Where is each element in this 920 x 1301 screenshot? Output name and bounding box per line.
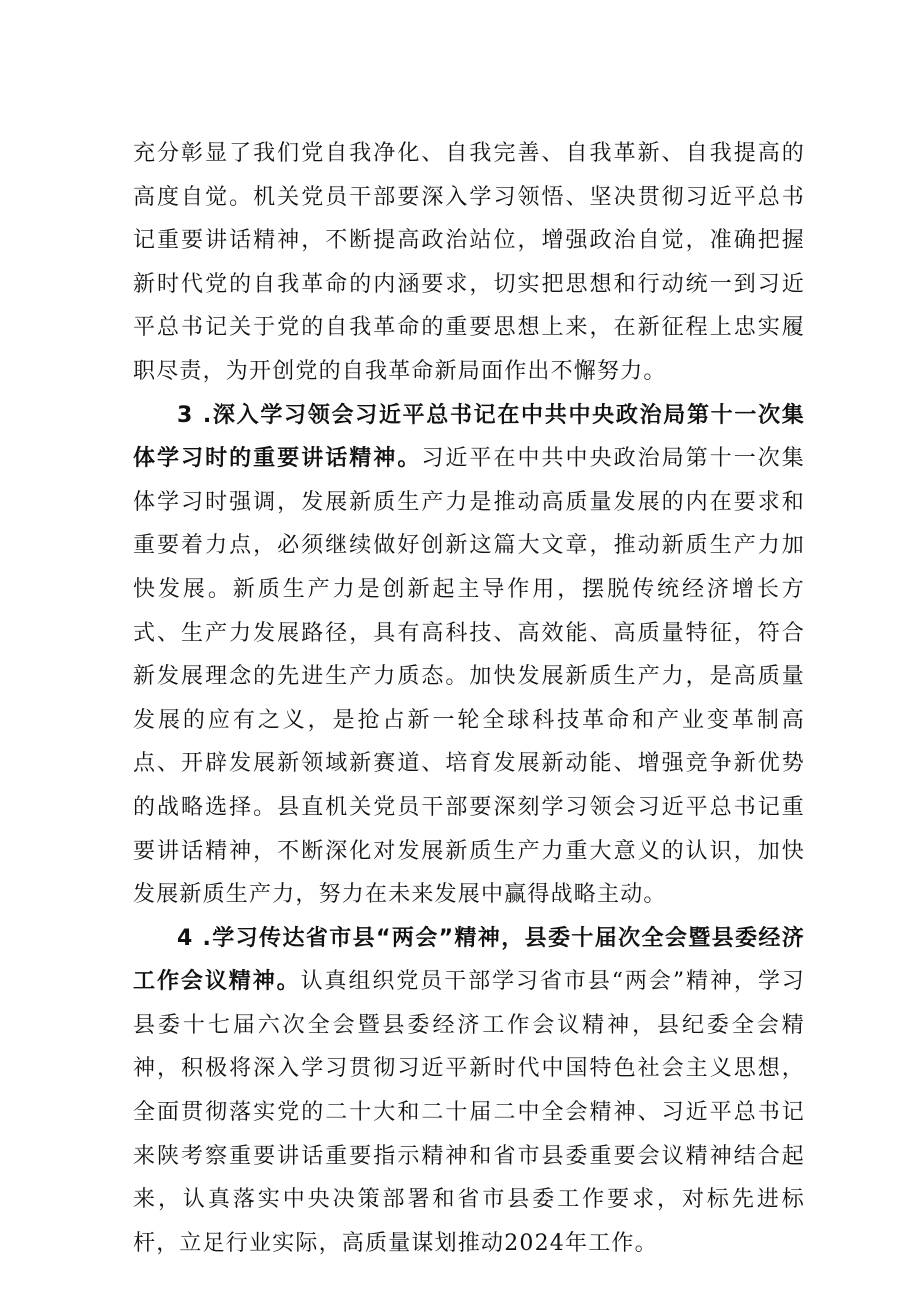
document-body: [133, 132, 805, 1265]
paragraph-continuation: [133, 132, 805, 394]
paragraph-heading: 3 .深入学习领会习近平总书记在中共中央政治局第十一次集体学习时的重要讲话精神。: [133, 402, 805, 472]
paragraph-body-text: 习近平在中共中央政治局第十一次集体学习时强调，发展新质生产力是推动高质量发展的内在要求和重要着力点，必须继续做好创新这篇大文章，推动新质生产力加快发展。新质生产力是创新起主导作用，摆脱传统经济增长方式、生产力发展路径，具有高科技、高效能、高质量特征，符合新发展理念的先进生产力质态。加快发展新质生产力，是高质量发展的应有之义，是抢占新一轮全球科技革命和产业变革制高点、开辟发展新领域新赛道、培育发展新动能、增强竞争新优势的战略选择。县直机关党员干部要深刻学习领会习近平总书记重要讲话精神，不断深化对发展新质生产力重大意义的认识，加快发展新质生产力，努力在未来发展中赢得战略主动。: [133, 446, 805, 908]
paragraph-heading: 4 .学习传达省市县“两会”精神，县委十届次全会暨县委经济工作会议精神。: [133, 925, 805, 995]
paragraph-item-4: [133, 917, 805, 1266]
paragraph-item-3: [133, 394, 805, 917]
paragraph-body-text: 认真组织党员干部学习省市县“两会”精神，学习县委十七届六次全会暨县委经济工作会议精神，县纪委全会精神，积极将深入学习贯彻习近平新时代中国特色社会主义思想，全面贯彻落实党的二十大和二十届二中全会精神、习近平总书记来陕考察重要讲话重要指示精神和省市县委重要会议精神结合起来，认真落实中央决策部署和省市县委工作要求，对标先进标杆，立足行业实际，高质量谋划推动2024年工作。: [133, 969, 805, 1256]
paragraph-body-text: 充分彰显了我们党自我净化、自我完善、自我革新、自我提高的高度自觉。机关党员干部要深入学习领悟、坚决贯彻习近平总书记重要讲话精神，不断提高政治站位，增强政治自觉，准确把握新时代党的自我革命的内涵要求，切实把思想和行动统一到习近平总书记关于党的自我革命的重要思想上来，在新征程上忠实履职尽责，为开创党的自我革命新局面作出不懈努力。: [133, 141, 805, 384]
